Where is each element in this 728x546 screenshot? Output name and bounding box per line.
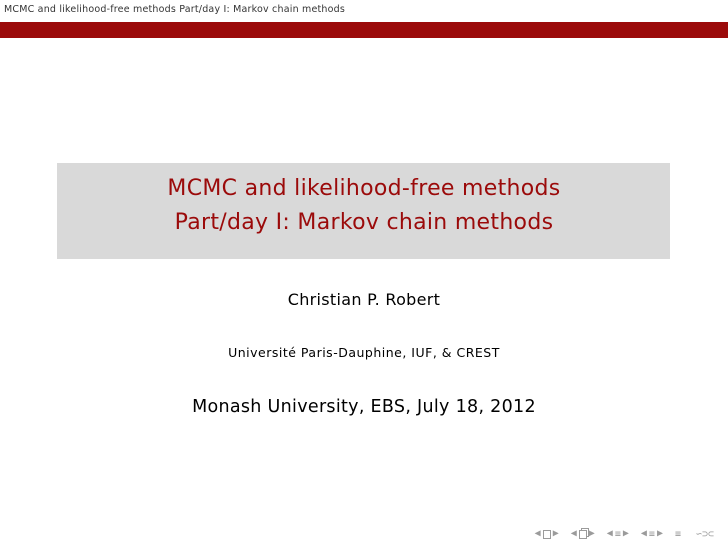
nav-subsection-next-icon[interactable]: ▶ — [588, 528, 595, 539]
nav-subsection-prev-icon[interactable]: ◀ — [570, 528, 577, 539]
affiliation: Université Paris-Dauphine, IUF, & CREST — [228, 345, 500, 360]
running-title: MCMC and likelihood-free methods Part/day I: Markov chain methods — [4, 4, 346, 15]
nav-subsection-group — [570, 527, 596, 541]
nav-document-next-icon[interactable]: ▶ — [656, 528, 663, 539]
nav-document-group — [640, 527, 664, 541]
nav-section-next-icon[interactable]: ▶ — [622, 528, 629, 539]
section-icon[interactable]: ≡ — [614, 528, 621, 540]
author: Christian P. Robert — [287, 290, 441, 309]
header-accent-bar — [0, 22, 728, 38]
nav-frame-group — [534, 527, 560, 541]
nav-section-group — [606, 527, 630, 541]
appendix-icon[interactable]: ≡ — [674, 528, 681, 540]
frame-icon[interactable] — [543, 530, 551, 539]
document-icon[interactable]: ≡ — [648, 528, 655, 540]
beamer-navigation — [524, 527, 718, 541]
nav-section-prev-icon[interactable]: ◀ — [606, 528, 613, 539]
nav-document-prev-icon[interactable]: ◀ — [640, 528, 647, 539]
nav-frame-next-icon[interactable]: ▶ — [552, 528, 559, 539]
header-strip — [0, 0, 728, 22]
title-line-1: MCMC and likelihood-free methods — [167, 176, 561, 201]
subsection-icon[interactable] — [579, 530, 587, 539]
event-date: Monash University, EBS, July 18, 2012 — [192, 397, 536, 417]
search-icon[interactable]: ∽⊃⊂ — [695, 528, 715, 540]
nav-frame-prev-icon[interactable]: ◀ — [534, 528, 541, 539]
nav-appendix-group — [674, 529, 682, 540]
title-line-2: Part/day I: Markov chain methods — [174, 210, 554, 235]
nav-search-group — [692, 529, 718, 540]
